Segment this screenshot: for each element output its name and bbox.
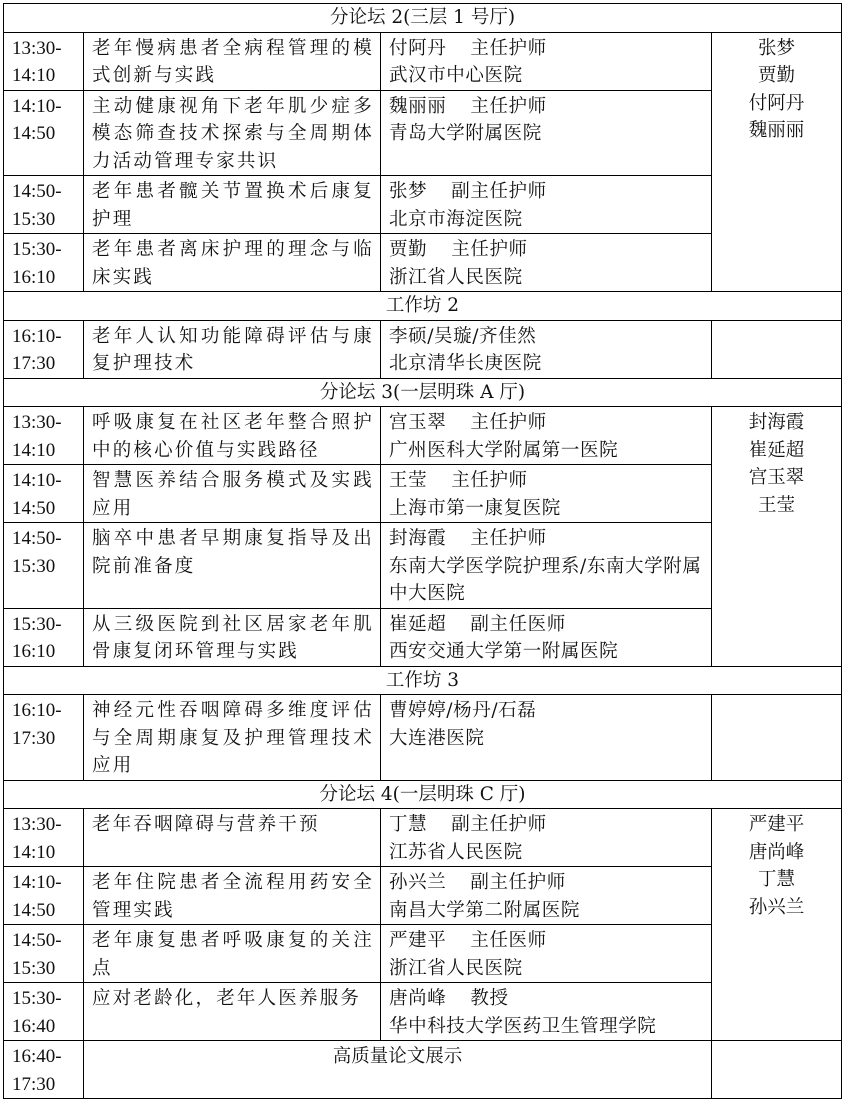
speaker-affiliation: 西安交通大学第一附属医院 [389,641,619,662]
chair-name: 王莹 [757,494,795,516]
chair-name: 丁慧 [757,869,795,890]
session-title: 分论坛 2(三层 1 号厅) [4,4,842,33]
speaker-title: 教授 [470,988,509,1009]
time-start: 16:10- [12,325,62,347]
time-end: 17:30 [12,727,56,749]
speaker-affiliation: 北京清华长庚医院 [389,353,542,374]
session-header-row [4,780,842,809]
speaker-title: 副主任医师 [470,613,566,635]
topic-cell: 主动健康视角下老年肌少症多模态筛查技术探索与全周期体力活动管理专家共识 [84,90,381,176]
topic-cell: 智慧医养结合服务模式及实践应用 [84,465,381,523]
workshop-speakers: 李硕/吴璇/齐佳然 [389,325,537,347]
speaker-affiliation: 大连港医院 [389,727,485,749]
speaker-affiliation: 北京市海淀医院 [389,208,523,230]
speaker-title: 主任护师 [470,528,547,549]
workshop-speakers: 曹婷婷/杨丹/石磊 [389,700,537,721]
time-start: 16:40- [12,1046,62,1067]
speaker-title: 副主任护师 [451,181,547,202]
table-row [4,407,842,465]
speaker-affiliation: 浙江省人民医院 [389,957,523,979]
speaker-title: 主任护师 [470,37,547,59]
speaker-name: 王莹 [389,470,428,491]
time-end: 16:10 [12,641,56,662]
chair-name: 付阿丹 [748,92,805,114]
time-end: 17:30 [12,353,56,374]
speaker-title: 主任护师 [470,412,547,433]
time-cell [4,608,84,666]
speaker-title: 主任护师 [470,95,547,117]
time-cell [4,234,84,292]
topic-cell: 老年人认知功能障碍评估与康复护理技术 [84,320,381,378]
chair-name: 宫玉翠 [748,467,805,488]
time-cell [4,523,84,609]
topic-cell: 应对老龄化，老年人医养服务 [84,983,381,1041]
speaker-affiliation: 武汉市中心医院 [389,65,523,86]
speaker-cell [381,234,712,292]
topic-cell: 从三级医院到社区居家老年肌骨康复闭环管理与实践 [84,608,381,666]
chair-name: 孙兴兰 [748,896,805,918]
time-end: 14:50 [12,123,56,144]
chair-name: 唐尚峰 [748,841,805,863]
session-header-row [4,378,842,407]
workshop-title: 工作坊 2 [4,292,842,321]
time-end: 15:30 [12,208,56,230]
speaker-affiliation: 广州医科大学附属第一医院 [389,439,619,461]
speaker-cell [381,523,712,609]
speaker-affiliation: 南昌大学第二附属医院 [389,899,581,921]
time-cell [4,90,84,176]
topic-cell: 老年患者髋关节置换术后康复护理 [84,176,381,234]
workshop-header-row [4,666,842,695]
table-row [4,32,842,90]
speaker-affiliation: 上海市第一康复医院 [389,497,561,519]
time-start: 14:50- [12,181,62,202]
time-end: 14:10 [12,841,56,863]
time-cell [4,925,84,983]
chairs-cell [712,695,842,781]
speaker-title: 副主任护师 [470,872,566,893]
topic-cell: 老年康复患者呼吸康复的关注点 [84,925,381,983]
table-row [4,1041,842,1099]
speaker-cell [381,695,712,781]
speaker-name: 魏丽丽 [389,95,447,117]
chair-name: 封海霞 [748,412,805,433]
workshop-header-row [4,292,842,321]
time-end: 14:50 [12,899,56,921]
speaker-cell [381,176,712,234]
speaker-name: 宫玉翠 [389,412,447,433]
time-start: 14:10- [12,95,62,117]
time-start: 16:10- [12,700,62,721]
chairs-cell [712,1041,842,1099]
speaker-name: 唐尚峰 [389,988,447,1009]
topic-cell: 老年患者离床护理的理念与临床实践 [84,234,381,292]
chairs-cell [712,320,842,378]
workshop-title: 工作坊 3 [4,666,842,695]
time-start: 14:50- [12,930,62,951]
time-cell [4,320,84,378]
schedule-table [3,3,842,1099]
time-end: 16:10 [12,266,56,288]
speaker-cell [381,983,712,1041]
speaker-cell [381,32,712,90]
speaker-cell [381,407,712,465]
speaker-name: 崔延超 [389,613,447,635]
speaker-cell [381,809,712,867]
time-end: 17:30 [12,1073,56,1095]
time-end: 14:50 [12,497,56,519]
chair-name: 贾勤 [757,65,795,86]
time-start: 15:30- [12,239,62,260]
topic-cell: 呼吸康复在社区老年整合照护中的核心价值与实践路径 [84,407,381,465]
time-start: 14:10- [12,872,62,893]
speaker-title: 副主任护师 [451,814,547,835]
topic-cell: 脑卒中患者早期康复指导及出院前准备度 [84,523,381,609]
table-row [4,695,842,781]
speaker-name: 丁慧 [389,814,428,835]
time-start: 13:30- [12,814,62,835]
time-end: 14:10 [12,439,56,461]
time-cell [4,176,84,234]
speaker-cell [381,320,712,378]
time-cell [4,407,84,465]
closing-label: 高质量论文展示 [84,1041,712,1099]
time-cell [4,1041,84,1099]
chair-name: 崔延超 [748,439,805,461]
speaker-cell [381,608,712,666]
time-start: 15:30- [12,988,62,1009]
speaker-affiliation: 青岛大学附属医院 [389,123,542,144]
chairs-cell [712,32,842,292]
chairs-cell [712,809,842,1041]
table-row [4,320,842,378]
speaker-affiliation: 浙江省人民医院 [389,266,523,288]
time-end: 15:30 [12,555,56,577]
table-row [4,809,842,867]
time-cell [4,867,84,925]
topic-cell: 老年吞咽障碍与营养干预 [84,809,381,867]
speaker-name: 张梦 [389,181,428,202]
topic-cell: 神经元性吞咽障碍多维度评估与全周期康复及护理管理技术应用 [84,695,381,781]
time-start: 14:10- [12,470,62,491]
speaker-title: 主任医师 [470,930,547,951]
speaker-cell [381,465,712,523]
speaker-name: 孙兴兰 [389,872,447,893]
speaker-affiliation: 东南大学医学院护理系/东南大学附属中大医院 [389,555,702,604]
time-cell [4,32,84,90]
time-cell [4,809,84,867]
chair-name: 严建平 [748,814,805,835]
schedule-page [3,3,842,1099]
chair-name: 张梦 [757,37,795,59]
time-start: 15:30- [12,613,62,635]
time-start: 13:30- [12,412,62,433]
time-end: 15:30 [12,957,56,979]
session-header-row [4,4,842,33]
time-end: 14:10 [12,65,56,86]
chairs-cell [712,407,842,667]
time-cell [4,465,84,523]
speaker-name: 严建平 [389,930,447,951]
time-end: 16:40 [12,1015,56,1037]
speaker-cell [381,90,712,176]
topic-cell: 老年住院患者全流程用药安全管理实践 [84,867,381,925]
speaker-affiliation: 华中科技大学医药卫生管理学院 [389,1015,657,1037]
speaker-title: 主任护师 [451,470,528,491]
speaker-cell [381,925,712,983]
chair-name: 魏丽丽 [748,120,805,141]
session-title: 分论坛 3(一层明珠 A 厅) [4,378,842,407]
speaker-cell [381,867,712,925]
speaker-name: 封海霞 [389,528,447,549]
time-start: 13:30- [12,37,62,59]
time-cell [4,983,84,1041]
speaker-name: 付阿丹 [389,37,447,59]
speaker-title: 主任护师 [451,239,528,260]
session-title: 分论坛 4(一层明珠 C 厅) [4,780,842,809]
topic-cell: 老年慢病患者全病程管理的模式创新与实践 [84,32,381,90]
speaker-name: 贾勤 [389,239,428,260]
time-cell [4,695,84,781]
speaker-affiliation: 江苏省人民医院 [389,841,523,863]
time-start: 14:50- [12,528,62,549]
